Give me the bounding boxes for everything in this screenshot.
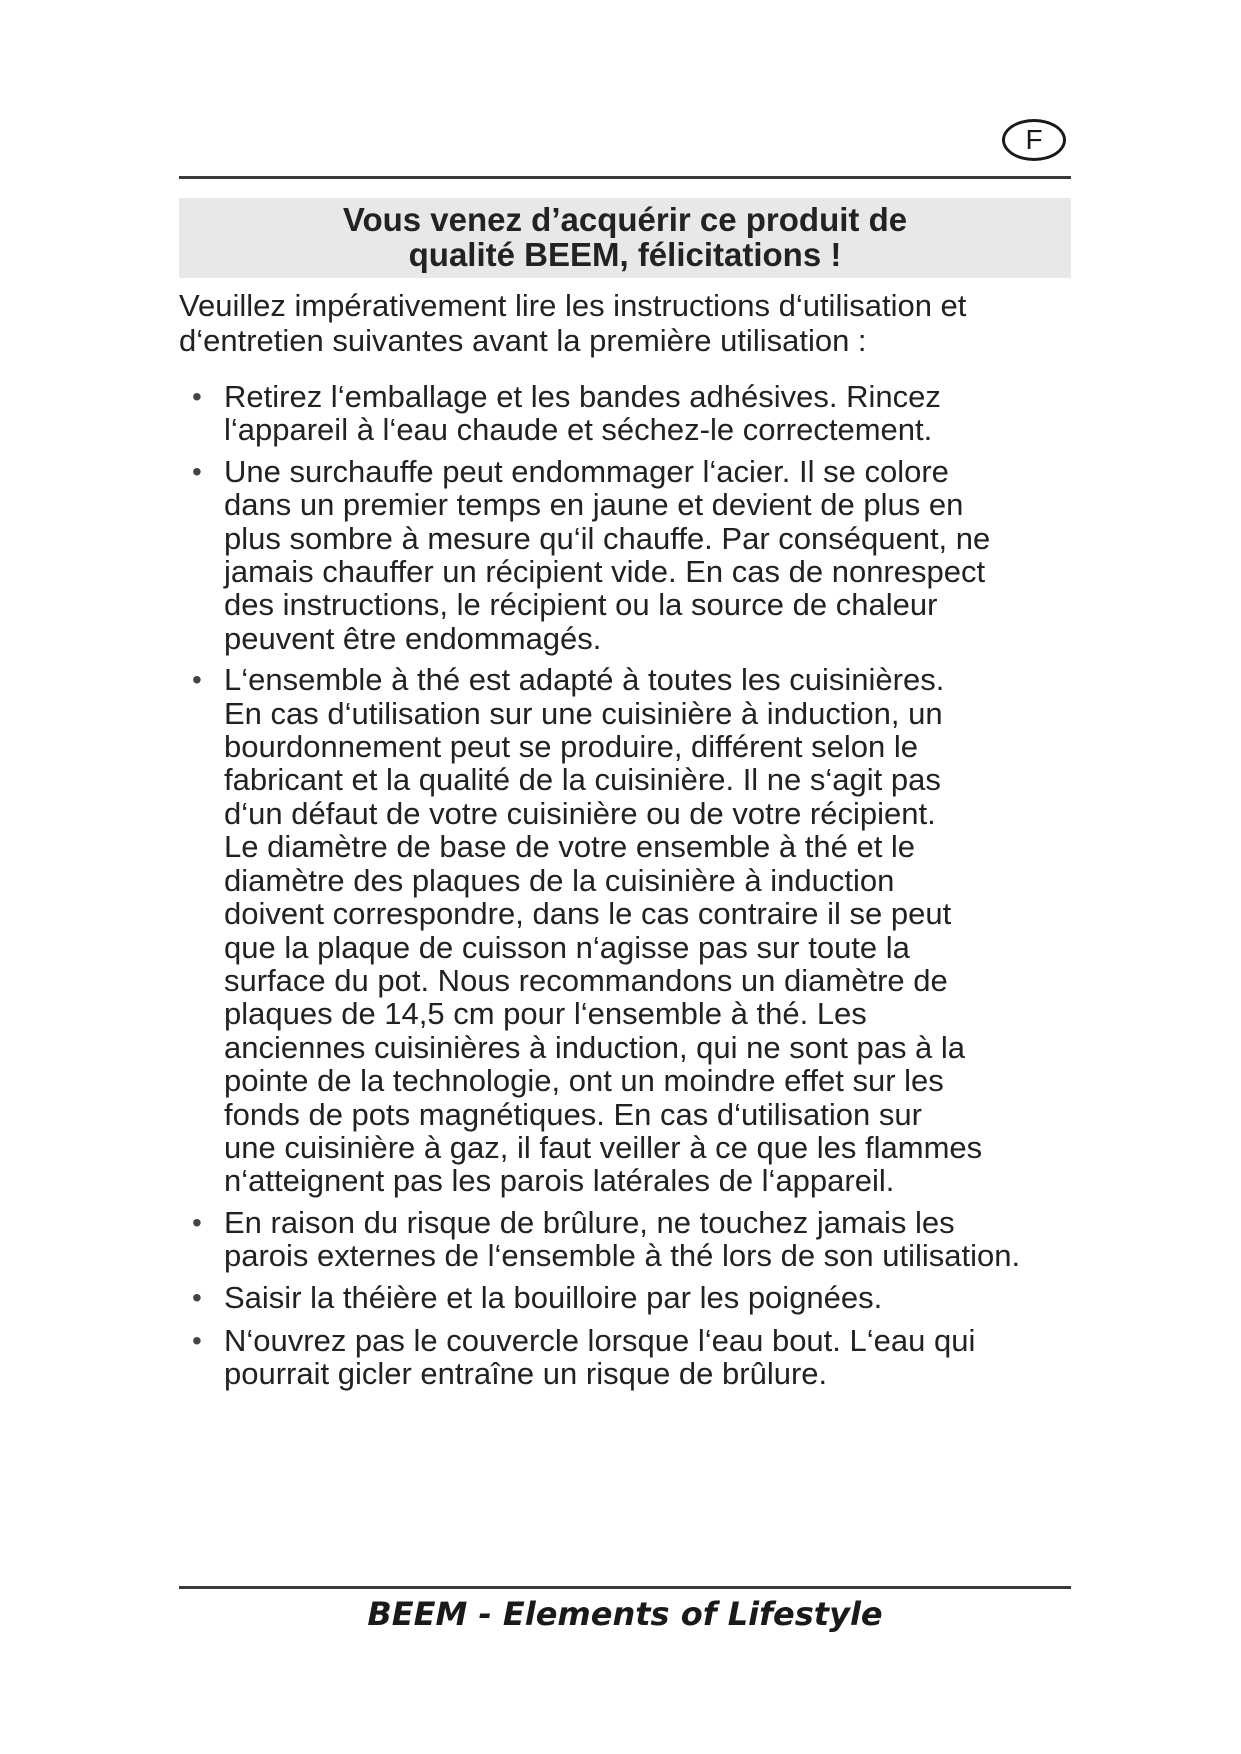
intro-line-2: d‘entretien suivantes avant la première utilisation :	[179, 323, 867, 358]
bullet-marker: •	[192, 1324, 202, 1356]
list-item-line: des instructions, le récipient ou la source de chaleur	[224, 587, 938, 623]
list-item-line: que la plaque de cuisson n‘agisse pas sur toute la	[224, 929, 910, 965]
list-item-line: Retirez l‘emballage et les bandes adhésives. Rincez	[224, 379, 941, 414]
list-item-burn-risk	[179, 1206, 1079, 1273]
list-item-unpacking	[179, 380, 1079, 447]
instructions-list	[179, 380, 1079, 1391]
list-item-line: En raison du risque de brûlure, ne touchez jamais les	[224, 1204, 955, 1240]
list-item-stove-compatibility	[179, 663, 1079, 1198]
title-line-2: qualité BEEM, félicitations !	[408, 236, 842, 273]
intro-paragraph	[179, 288, 1071, 358]
list-item-line: parois externes de l‘ensemble à thé lors de son utilisation.	[224, 1238, 1021, 1274]
list-item-line: surface du pot. Nous recommandons un diamètre de	[224, 962, 948, 998]
footer-brand-tagline: BEEM - Elements of Lifestyle	[367, 1595, 883, 1633]
list-item-overheating	[179, 455, 1079, 655]
list-item-line: n‘atteignent pas les parois latérales de l‘appareil.	[224, 1163, 895, 1199]
language-badge: F	[1002, 119, 1066, 161]
bullet-marker: •	[192, 664, 202, 696]
list-item-line: bourdonnement peut se produire, différent selon le	[224, 729, 918, 765]
list-item-lid-warning	[179, 1324, 1079, 1391]
list-item-line: diamètre des plaques de la cuisinière à induction	[224, 862, 895, 898]
bullet-marker: •	[192, 381, 202, 412]
intro-line-1: Veuillez impérativement lire les instructions d‘utilisation et	[179, 288, 967, 323]
bullet-marker: •	[192, 1281, 202, 1313]
list-item-line: d‘un défaut de votre cuisinière ou de votre récipient.	[224, 795, 936, 831]
list-item-line: L‘ensemble à thé est adapté à toutes les cuisinières.	[224, 662, 945, 698]
list-item-line: pourrait gicler entraîne un risque de brûlure.	[224, 1356, 828, 1392]
list-item-handles	[179, 1281, 1079, 1314]
list-item-line: plus sombre à mesure qu‘il chauffe. Par conséquent, ne	[224, 520, 991, 556]
title-banner	[179, 198, 1071, 278]
list-item-line: dans un premier temps en jaune et devient de plus en	[224, 487, 964, 523]
list-item-line: Saisir la théière et la bouilloire par les poignées.	[224, 1279, 883, 1315]
bottom-divider	[179, 1586, 1071, 1589]
list-item-line: plaques de 14,5 cm pour l‘ensemble à thé. Les	[224, 996, 867, 1032]
list-item-line: N‘ouvrez pas le couvercle lorsque l‘eau bout. L‘eau qui	[224, 1322, 976, 1358]
list-item-line: fonds de pots magnétiques. En cas d‘utilisation sur	[224, 1096, 922, 1132]
list-item-line: En cas d‘utilisation sur une cuisinière à induction, un	[224, 695, 943, 731]
title-line-1: Vous venez d’acquérir ce produit de	[342, 201, 908, 238]
list-item-line: fabricant et la qualité de la cuisinière. Il ne s‘agit pas	[224, 762, 941, 798]
list-item-line: doivent correspondre, dans le cas contraire il se peut	[224, 896, 952, 932]
list-item-line: Une surchauffe peut endommager l‘acier. Il se colore	[224, 453, 949, 489]
list-item-line: une cuisinière à gaz, il faut veiller à ce que les flammes	[224, 1129, 983, 1165]
list-item-line: l‘appareil à l‘eau chaude et séchez-le correctement.	[224, 412, 933, 448]
bullet-marker: •	[192, 455, 202, 487]
list-item-line: peuvent être endommagés.	[224, 620, 602, 656]
list-item-line: jamais chauffer un récipient vide. En cas de nonrespect	[224, 554, 986, 590]
top-divider	[179, 176, 1071, 179]
list-item-line: anciennes cuisinières à induction, qui ne sont pas à la	[224, 1029, 966, 1065]
bullet-marker: •	[192, 1206, 202, 1238]
list-item-line: pointe de la technologie, ont un moindre effet sur les	[224, 1063, 944, 1099]
list-item-line: Le diamètre de base de votre ensemble à thé et le	[224, 829, 916, 865]
